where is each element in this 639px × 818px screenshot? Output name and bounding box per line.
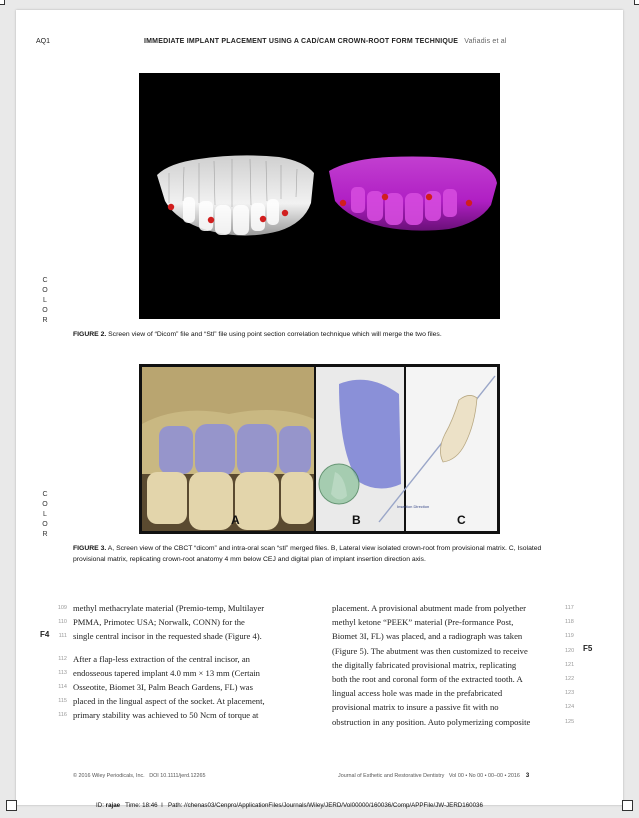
body-line: provisional matrix to insure a passive fit with no <box>332 702 499 713</box>
line-number: 109 <box>57 605 67 611</box>
figure-3-caption <box>73 543 563 565</box>
line-number: 112 <box>58 655 67 662</box>
crop-mark <box>6 800 17 811</box>
line-number: 110 <box>58 619 67 626</box>
right-line-numbers <box>565 601 583 729</box>
color-letter: O <box>42 287 48 294</box>
figure-3-image <box>139 364 500 534</box>
line-number: 111 <box>58 633 67 640</box>
body-line: placed in the lingual aspect of the socket. At placement, <box>73 696 265 707</box>
figure-3-label: FIGURE 3. <box>73 545 107 552</box>
footer-doi: DOI 10.1111/jerd.12265 <box>149 773 206 779</box>
dental-scan-illustration <box>139 73 500 319</box>
crop-mark <box>0 0 5 5</box>
body-line: obstruction in any position. Auto polymerizing composite <box>332 716 531 727</box>
color-label-fig3 <box>40 490 50 540</box>
figure-2-caption <box>73 329 593 340</box>
body-line: both the root and coronal form of the extracted tooth. A <box>332 674 523 685</box>
figure-3-caption-text: A, Screen view of the CBCT “dicom” and intra-oral scan “stl” merged files. B, Lateral view isolated crown-root from provisional matrix. C, Isolated provisional matrix, replicating crown-root anatomy 4 mm below CEJ and digital plan of implant insertion direction axis. <box>73 545 542 563</box>
body-line: (Figure 5). The abutment was then customized to receive <box>332 645 528 656</box>
crop-mark <box>622 800 633 811</box>
body-line: Biomet 3I, FL) was placed, and a radiograph was taken <box>332 631 523 642</box>
figure-5-marker: F5 <box>583 644 593 653</box>
production-info: ID: rajae Time: 18:46 I Path: //chenas03/Cenpro/ApplicationFiles/Journals/Wiley/JERD/Vol00000/160036/Comp/APPFile/JW-JERD160036 <box>96 802 483 809</box>
line-number: 124 <box>565 704 575 711</box>
figure-4-marker: F4 <box>40 630 50 639</box>
crop-mark <box>634 0 639 5</box>
line-number: 120 <box>565 647 575 654</box>
color-label-fig2 <box>40 276 50 326</box>
footer-issue: Vol 00 • No 00 • 00–00 • 2016 <box>448 773 520 779</box>
running-head-title: IMMEDIATE IMPLANT PLACEMENT USING A CAD/CAM CROWN-ROOT FORM TECHNIQUE <box>144 38 459 45</box>
body-line: PMMA, Primotec USA; Norwalk, CONN) for the <box>73 617 245 628</box>
color-letter: O <box>42 501 48 508</box>
path-value: //chenas03/Cenpro/ApplicationFiles/Journals/Wiley/JERD/Vol00000/160036/Comp/APPFile/JW-JERD160036 <box>184 802 483 809</box>
id-label: ID: <box>96 802 104 809</box>
path-label: Path: <box>167 802 183 809</box>
body-line: lingual access hole was made in the prefabricated <box>332 688 503 699</box>
body-line: single central incisor in the requested shade (Figure 4). <box>73 631 262 642</box>
color-letter: L <box>43 511 47 518</box>
panel-b-label: B <box>352 513 361 527</box>
line-number: 114 <box>58 684 67 691</box>
line-number: 117 <box>565 605 574 611</box>
figure-2-label: FIGURE 2. <box>73 331 107 338</box>
running-head-authors: Vafiadis et al <box>464 38 507 45</box>
figure-2-caption-text: Screen view of “Dicom” file and “Stl” file using point section correlation technique which will merge the two files. <box>108 331 442 338</box>
body-line: methyl ketone “PEEK” material (Pre-formance Post, <box>332 617 514 628</box>
color-letter: L <box>43 297 47 304</box>
line-number: 113 <box>58 669 67 676</box>
color-letter: C <box>42 277 48 284</box>
journal-page <box>16 10 623 805</box>
footer-copyright: © 2016 Wiley Periodicals, Inc. <box>73 773 145 779</box>
body-line: the digitally fabricated provisional matrix, replicating <box>332 659 517 670</box>
author-query-label: AQ1 <box>36 38 51 45</box>
line-number: 121 <box>565 661 575 668</box>
left-line-numbers <box>49 601 67 723</box>
body-line: methyl methacrylate material (Premio-temp, Multilayer <box>73 603 265 613</box>
figure-3-panels <box>139 364 500 534</box>
line-number: 122 <box>565 676 575 683</box>
body-line: Osseotite, Biomet 3I, Palm Beach Gardens, FL) was <box>73 682 253 693</box>
line-number: 116 <box>58 712 67 719</box>
time-label: Time: <box>125 802 141 809</box>
line-number: 125 <box>565 718 575 725</box>
panel-c-label: C <box>457 513 466 527</box>
color-letter: O <box>42 307 48 314</box>
line-number: 119 <box>565 633 574 640</box>
line-number: 123 <box>565 690 575 697</box>
body-line: After a flap-less extraction of the central incisor, an <box>73 653 250 664</box>
footer-left <box>73 773 206 779</box>
body-line: primary stability was achieved to 50 Ncm of torque at <box>73 710 259 721</box>
body-line: placement. A provisional abutment made from polyether <box>332 603 527 613</box>
panel-a-label: A <box>231 513 240 527</box>
figure-2-image <box>139 73 500 319</box>
time-value: 18:46 <box>142 802 158 809</box>
color-letter: R <box>42 317 48 324</box>
color-letter: R <box>42 531 48 538</box>
color-letter: C <box>42 491 48 498</box>
page-number: 3 <box>525 773 530 779</box>
id-value: rajae <box>105 802 121 809</box>
left-column <box>73 601 333 723</box>
insertion-direction-text: Insertion Direction <box>397 504 430 509</box>
footer-right <box>338 773 529 779</box>
line-number: 115 <box>58 698 67 705</box>
body-line: endosseous tapered implant 4.0 mm × 13 mm (Certain <box>73 667 260 678</box>
line-number: 118 <box>565 619 574 626</box>
footer-journal: Journal of Esthetic and Restorative Dentistry <box>338 773 445 779</box>
color-letter: O <box>42 521 48 528</box>
right-column <box>332 601 568 729</box>
running-head <box>144 38 507 45</box>
